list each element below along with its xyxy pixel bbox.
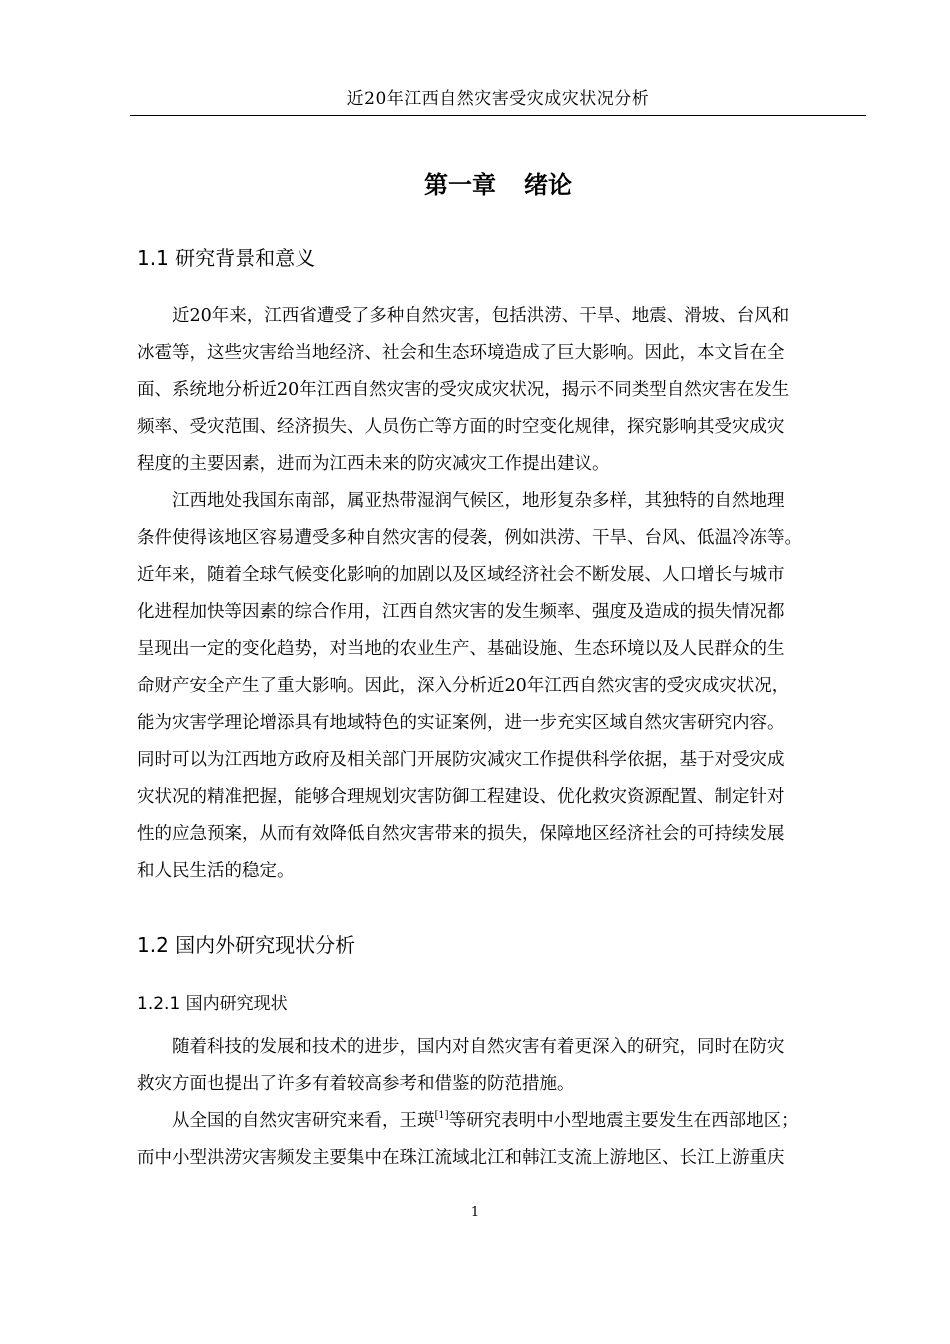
text-run: 从全国的自然灾害研究来看，王瑛 [172, 1111, 435, 1131]
chapter-number: 第一章 [424, 171, 496, 199]
paragraph-line: 近20年来，江西省遭受了多种自然灾害，包括洪涝、干旱、地震、滑坡、台风和 [172, 306, 790, 326]
text-run: 等研究表明中小型地震主要发生在西部地区； [448, 1111, 799, 1131]
paragraph-line: 救灾方面也提出了许多有着较高参考和借鉴的防范措施。 [137, 1074, 575, 1094]
paragraph-line: 随着科技的发展和技术的进步，国内对自然灾害有着更深入的研究，同时在防灾 [172, 1037, 785, 1057]
section-heading-1-1: 1.1 研究背景和意义 [137, 246, 316, 270]
paragraph-line: 江西地处我国东南部，属亚热带湿润气候区，地形复杂多样，其独特的自然地理 [172, 491, 785, 511]
paragraph-line: 和人民生活的稳定。 [137, 861, 295, 881]
paragraph-line [172, 1109, 912, 1133]
paragraph-line: 性的应急预案，从而有效降低自然灾害带来的损失，保障地区经济社会的可持续发展 [137, 824, 785, 844]
paragraph-line: 近年来，随着全球气候变化影响的加剧以及区域经济社会不断发展、人口增长与城市 [137, 565, 785, 585]
paragraph-line: 灾状况的精准把握，能够合理规划灾害防御工程建设、优化救灾资源配置、制定针对 [137, 787, 785, 807]
paragraph-line: 能为灾害学理论增添具有地域特色的实证案例，进一步充实区域自然灾害研究内容。 [137, 713, 785, 733]
section-heading-1-2-1: 1.2.1 国内研究现状 [137, 994, 288, 1014]
paragraph-line: 条件使得该地区容易遭受多种自然灾害的侵袭，例如洪涝、干旱、台风、低温冷冻等。 [137, 528, 802, 548]
paragraph-line: 命财产安全产生了重大影响。因此，深入分析近20年江西自然灾害的受灾成灾状况， [137, 676, 790, 696]
paragraph-line: 冰雹等，这些灾害给当地经济、社会和生态环境造成了巨大影响。因此，本文旨在全 [137, 343, 785, 363]
paragraph-line: 而中小型洪涝灾害频发主要集中在珠江流域北江和韩江支流上游地区、长江上游重庆 [137, 1148, 785, 1168]
paragraph-line: 面、系统地分析近20年江西自然灾害的受灾成灾状况，揭示不同类型自然灾害在发生 [137, 380, 790, 400]
citation-ref[interactable]: [1] [434, 1110, 449, 1121]
paragraph-line: 程度的主要因素，进而为江西未来的防灾减灾工作提出建议。 [137, 454, 610, 474]
page-number: 1 [470, 1205, 480, 1220]
paragraph-line: 频率、受灾范围、经济损失、人员伤亡等方面的时空变化规律，探究影响其受灾成灾 [137, 417, 785, 437]
chapter-title [130, 168, 866, 202]
header-rule [130, 115, 866, 116]
paragraph-line: 呈现出一定的变化趋势，对当地的农业生产、基础设施、生态环境以及人民群众的生 [137, 639, 785, 659]
chapter-name: 绪论 [524, 171, 572, 199]
section-heading-1-2: 1.2 国内外研究现状分析 [137, 933, 356, 957]
paragraph-line: 化进程加快等因素的综合作用，江西自然灾害的发生频率、强度及造成的损失情况都 [137, 602, 785, 622]
paragraph-line: 同时可以为江西地方政府及相关部门开展防灾减灾工作提供科学依据，基于对受灾成 [137, 750, 785, 770]
running-header: 近20年江西自然灾害受灾成灾状况分析 [346, 89, 650, 109]
